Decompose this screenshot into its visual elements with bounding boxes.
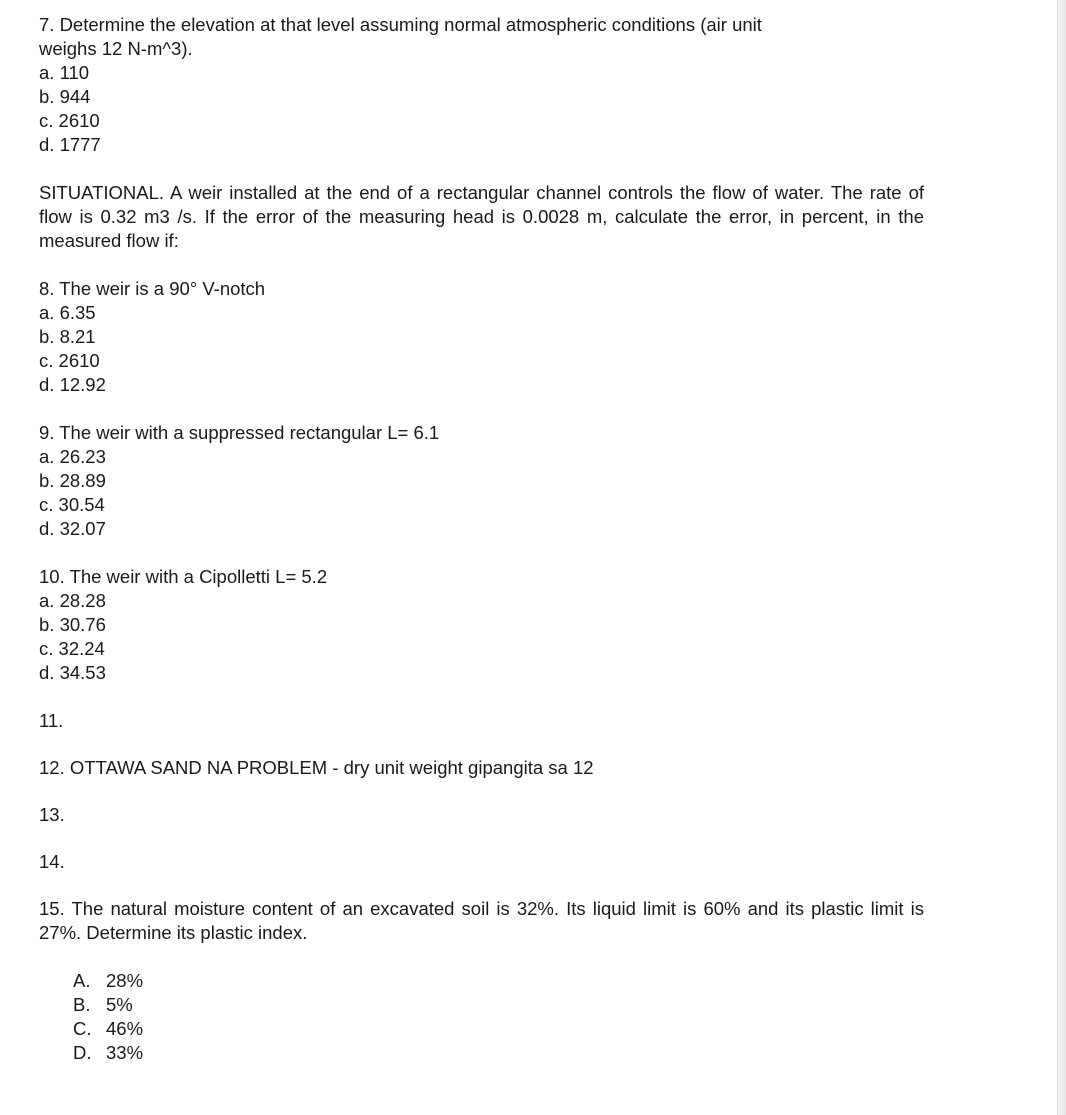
option-label: A. <box>73 970 91 991</box>
question-15-option-c <box>73 1017 924 1041</box>
question-14: 14. <box>39 851 65 872</box>
page-scroll-edge[interactable] <box>1057 0 1066 1115</box>
option-value: 28% <box>106 970 144 991</box>
question-15-text: 15. The natural moisture content of an excavated soil is 32%. Its liquid limit is 60% and its plastic limit is 27%. Determine its plastic index. <box>39 898 924 943</box>
question-15 <box>39 897 924 1065</box>
question-11: 11. <box>39 710 64 731</box>
question-12: 12. OTTAWA SAND NA PROBLEM - dry unit weight gipangita sa 12 <box>39 757 594 778</box>
question-7 <box>39 13 924 157</box>
situational-paragraph: SITUATIONAL. A weir installed at the end of a rectangular channel controls the flow of water. The rate of flow is 0.32 m3 /s. If the error of the measuring head is 0.0028 m, calculate the error, in percent, in the measured flow if: <box>39 182 924 251</box>
question-8-option-b: b. 8.21 <box>39 326 96 347</box>
question-7-option-c: c. 2610 <box>39 110 100 131</box>
question-9-option-c: c. 30.54 <box>39 494 105 515</box>
option-value: 33% <box>106 1042 144 1063</box>
question-9-option-d: d. 32.07 <box>39 518 106 539</box>
option-label: B. <box>73 994 91 1015</box>
question-15-option-a <box>73 969 924 993</box>
option-value: 46% <box>106 1018 144 1039</box>
question-8-text: 8. The weir is a 90° V-notch <box>39 278 266 299</box>
question-7-text-line2: weighs 12 N-m^3). <box>39 38 193 59</box>
question-15-option-d <box>73 1041 924 1065</box>
option-label: D. <box>73 1042 92 1063</box>
question-10 <box>39 565 924 685</box>
question-10-option-a: a. 28.28 <box>39 590 106 611</box>
option-value: 5% <box>106 994 133 1015</box>
question-7-option-a: a. 110 <box>39 62 90 83</box>
question-10-option-c: c. 32.24 <box>39 638 105 659</box>
question-8 <box>39 277 924 397</box>
question-7-option-b: b. 944 <box>39 86 91 107</box>
question-9 <box>39 421 924 541</box>
question-7-text-line1: 7. Determine the elevation at that level assuming normal atmospheric conditions (air unit <box>39 14 762 35</box>
question-10-option-b: b. 30.76 <box>39 614 106 635</box>
question-13: 13. <box>39 804 65 825</box>
question-8-option-c: c. 2610 <box>39 350 100 371</box>
option-label: C. <box>73 1018 92 1039</box>
question-8-option-d: d. 12.92 <box>39 374 106 395</box>
document-content <box>39 13 924 1065</box>
question-15-option-b <box>73 993 924 1017</box>
question-9-text: 9. The weir with a suppressed rectangular L= 6.1 <box>39 422 440 443</box>
question-10-option-d: d. 34.53 <box>39 662 106 683</box>
question-8-option-a: a. 6.35 <box>39 302 96 323</box>
question-9-option-b: b. 28.89 <box>39 470 106 491</box>
question-7-option-d: d. 1777 <box>39 134 101 155</box>
question-15-options <box>39 969 924 1065</box>
question-10-text: 10. The weir with a Cipolletti L= 5.2 <box>39 566 328 587</box>
question-9-option-a: a. 26.23 <box>39 446 106 467</box>
